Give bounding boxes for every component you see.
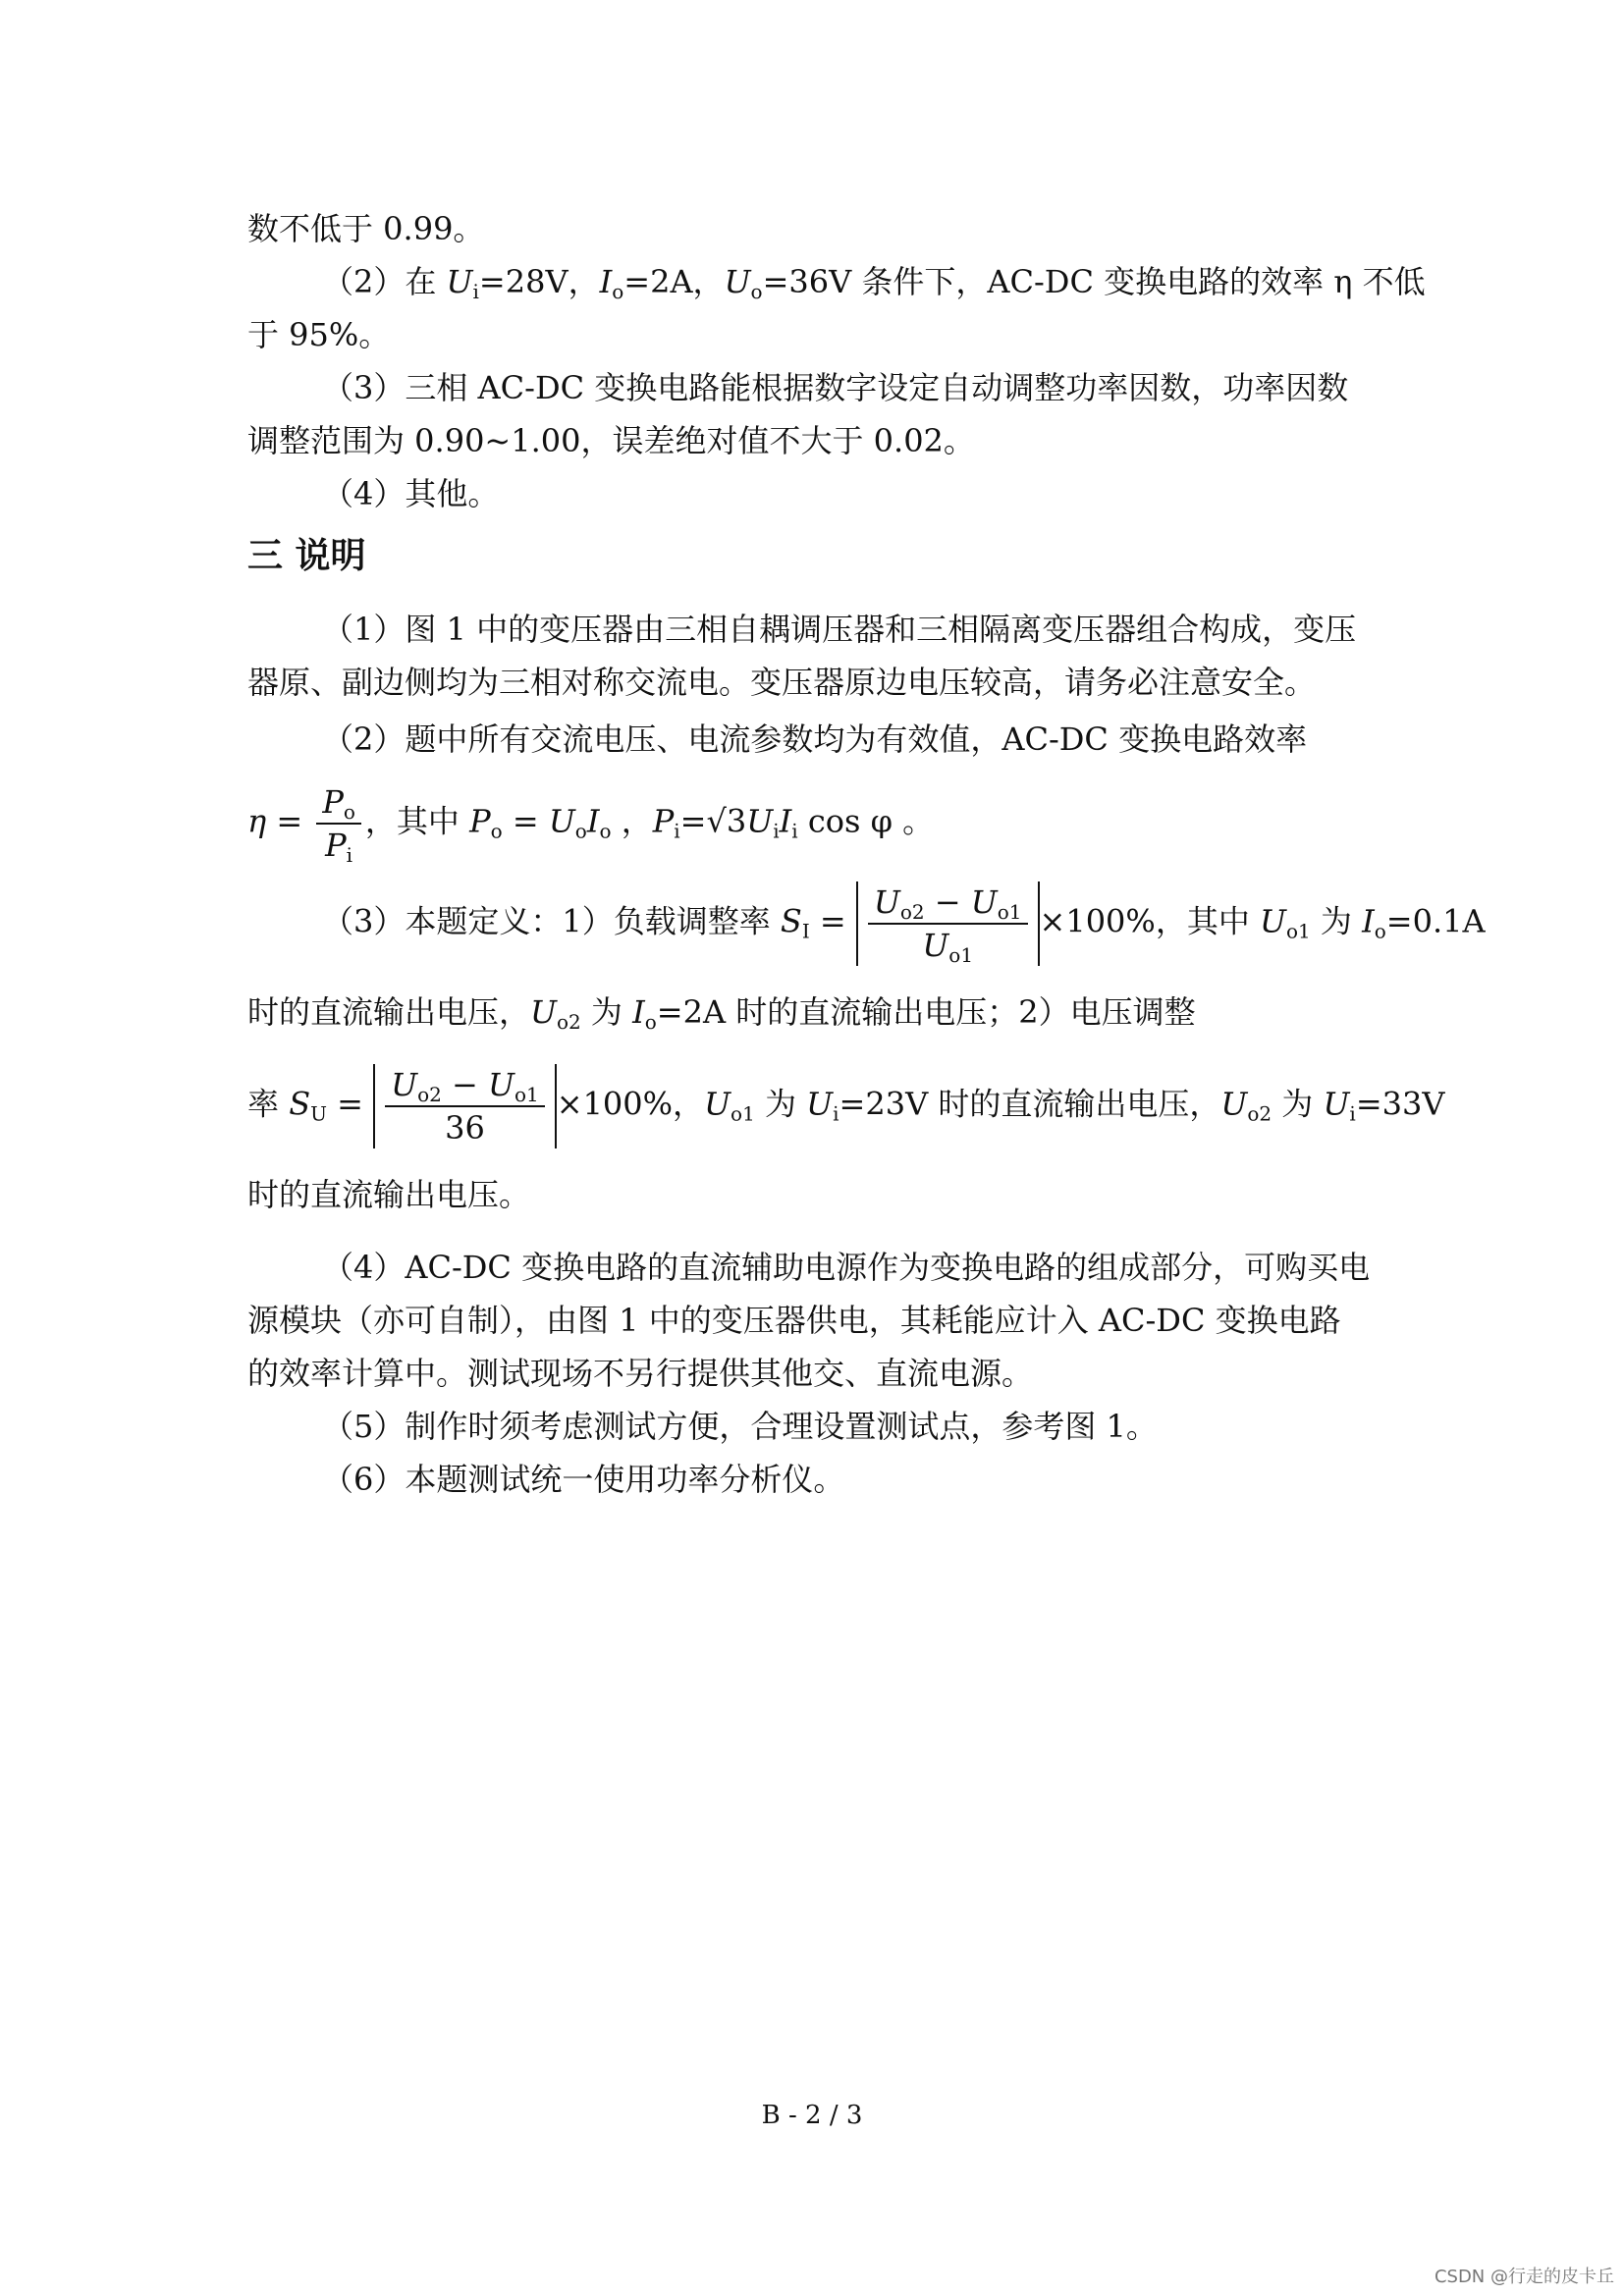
page-footer: B - 2 / 3: [761, 2101, 863, 2130]
text-line: 于 95%。: [247, 316, 391, 353]
text-line: 时的直流输出电压。: [247, 1176, 531, 1213]
requirement-3: （3）三相 AC-DC 变换电路能根据数字设定自动调整功率因数，功率因数: [322, 369, 1349, 406]
note-5: （5）制作时须考虑测试方便，合理设置测试点，参考图 1。: [322, 1408, 1158, 1445]
requirement-2: （2）在 $U_i=28V$，$I_o=2A$，$U_o=36V$ 条件下，AC-DC 变换电路的效率 η 不低: [322, 263, 1426, 303]
voltage-regulation-line: 率 $S_U$ = $\frac{U_{o2} - U_{o1}}{36}$ ×100%，$U_{o1}$ 为 $U_i=23V$ 时的直流输出电压，$U_{o2}$ 为 $U_i=33V$: [247, 1066, 1445, 1147]
requirement-4: （4）其他。: [322, 475, 500, 512]
watermark: CSDN @行走的皮卡丘: [1434, 2267, 1614, 2287]
efficiency-formula: η = $\frac{P_o}{P_i}$ ，其中 $P_o = U_oI_o$ ，$P_i=√3U_iI_i$ cos φ 。: [247, 783, 935, 867]
note-4: （4）AC-DC 变换电路的直流辅助电源作为变换电路的组成部分，可购买电: [322, 1249, 1371, 1286]
text-line: 的效率计算中。测试现场不另行提供其他交、直流电源。: [247, 1355, 1034, 1392]
text-line: 调整范围为 0.90~1.00，误差绝对值不大于 0.02。: [247, 422, 975, 459]
note-2: （2）题中所有交流电压、电流参数均为有效值，AC-DC 变换电路效率: [322, 721, 1308, 758]
load-regulation-line: （3）本题定义：1）负载调整率 $S_I$ = $\frac{U_{o2} - U_{o1}}{U_{o1}}$ ×100%，其中 $U_{o1}$ 为 $I_o=0.1A$: [322, 883, 1486, 967]
text-line: 器原、副边侧均为三相对称交流电。变压器原边电压较高，请务必注意安全。: [247, 664, 1317, 701]
note-6: （6）本题测试统一使用功率分析仪。: [322, 1461, 845, 1498]
text-line: 数不低于 0.99。: [247, 210, 485, 247]
note-1: （1）图 1 中的变压器由三相自耦调压器和三相隔离变压器组合构成，变压: [322, 611, 1357, 648]
text-line: 时的直流输出电压，$U_{o2}$ 为 $I_o=2A$ 时的直流输出电压；2）电压调整: [247, 993, 1196, 1034]
section-title: 三 说明: [247, 536, 366, 576]
text-line: 源模块（亦可自制），由图 1 中的变压器供电，其耗能应计入 AC-DC 变换电路: [247, 1302, 1341, 1339]
